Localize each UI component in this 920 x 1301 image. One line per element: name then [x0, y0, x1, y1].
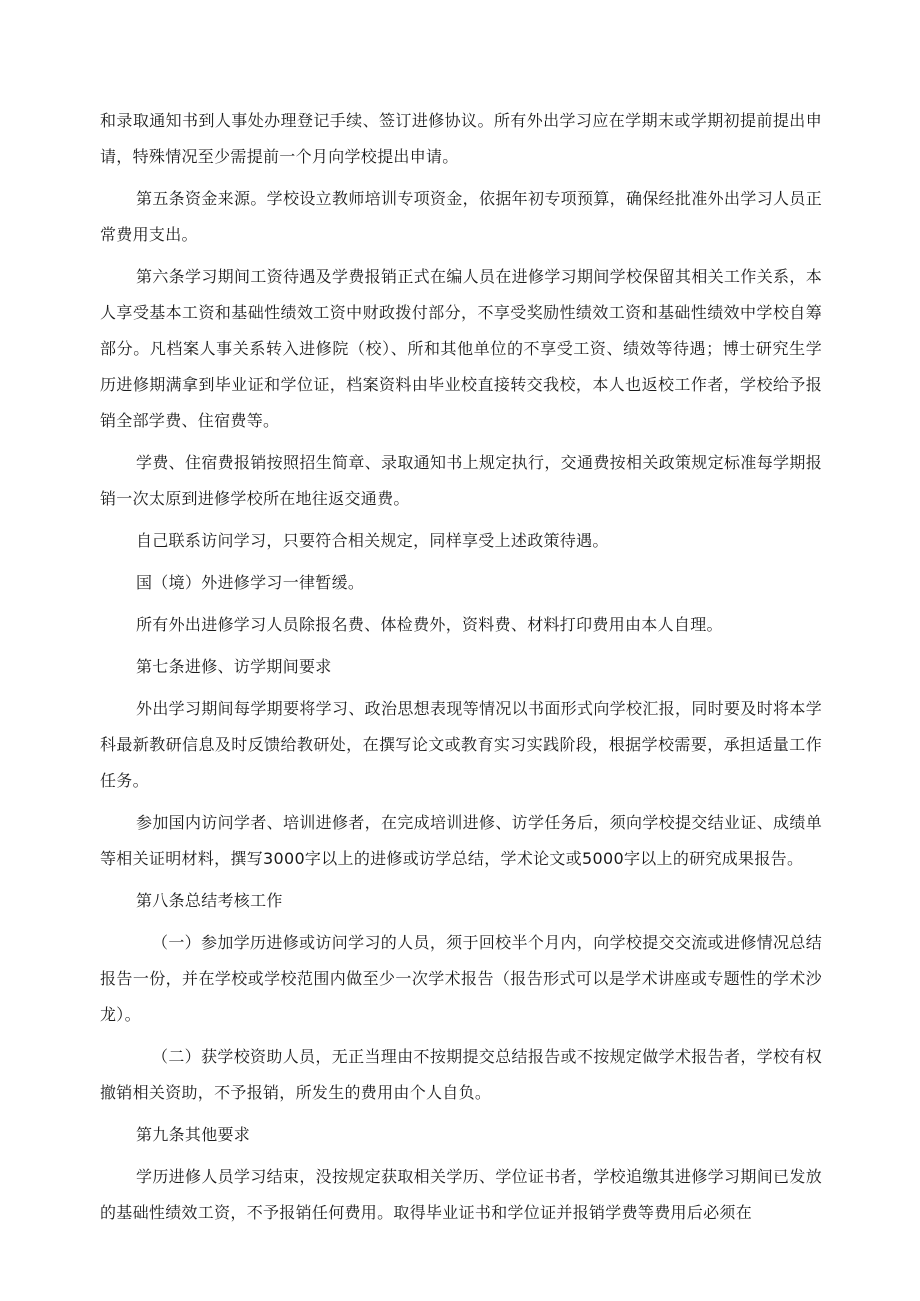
paragraph-fees-self-paid: 所有外出进修学习人员除报名费、体检费外，资料费、材料打印费用由本人自理。: [136, 615, 723, 634]
heading-article-9: 第九条其他要求: [136, 1125, 251, 1144]
paragraph-degree-failure: 学历进修人员学习结束，没按规定获取相关学历、学位证书者，学校追缴其进修学习期间已发放的基础性绩效工资，不予报销任何费用。取得毕业证书和学位证并报销学费等费用后必须在: [100, 1167, 822, 1222]
document-body: [100, 103, 822, 1237]
heading-article-7: 第七条进修、访学期间要求: [136, 657, 332, 676]
heading-article-8: 第八条总结考核工作: [136, 891, 283, 910]
paragraph-tuition-reimbursement: 学费、住宿费报销按照招生简章、录取通知书上规定执行，交通费按相关政策规定标准每学期报销一次太原到进修学校所在地往返交通费。: [100, 453, 822, 508]
paragraph-overseas-suspended: 国（境）外进修学习一律暂缓。: [136, 573, 365, 592]
paragraph-item-8-2: （二）获学校资助人员，无正当理由不按期提交总结报告或不按规定做学术报告者，学校有权撤销相关资助，不予报销，所发生的费用由个人自负。: [100, 1047, 822, 1102]
paragraph-submit-materials: 参加国内访问学者、培训进修者，在完成培训进修、访学任务后，须向学校提交结业证、成绩单等相关证明材料，撰写3000字以上的进修或访学总结，学术论文或5000字以上的研究成果报告。: [100, 813, 822, 868]
paragraph-report-each-term: 外出学习期间每学期要将学习、政治思想表现等情况以书面形式向学校汇报，同时要及时将本学科最新教研信息及时反馈给教研处，在撰写论文或教育实习实践阶段，根据学校需要，承担适量工作任务。: [100, 699, 822, 790]
paragraph-registration-continued: 和录取通知书到人事处办理登记手续、签订进修协议。所有外出学习应在学期末或学期初提前提出申请，特殊情况至少需提前一个月向学校提出申请。: [100, 111, 822, 166]
paragraph-self-contact-visit: 自己联系访问学习，只要符合相关规定，同样享受上述政策待遇。: [136, 531, 609, 550]
paragraph-item-8-1: （一）参加学历进修或访问学习的人员，须于回校半个月内，向学校提交交流或进修情况总结报告一份，并在学校或学校范围内做至少一次学术报告（报告形式可以是学术讲座或专题性的学术沙龙）。: [100, 933, 822, 1024]
paragraph-article-5-funding: 第五条资金来源。学校设立教师培训专项资金，依据年初专项预算，确保经批准外出学习人员正常费用支出。: [100, 189, 822, 244]
paragraph-article-6-salary: 第六条学习期间工资待遇及学费报销正式在编人员在进修学习期间学校保留其相关工作关系，本人享受基本工资和基础性绩效工资中财政拨付部分，不享受奖励性绩效工资和基础性绩效中学校自筹部分。凡档案人事关系转入进修院（校）、所和其他单位的不享受工资、绩效等待遇；博士研究生学历进修期满拿到毕业证和学位证，档案资料由毕业校直接转交我校，本人也返校工作者，学校给予报销全部学费、住宿费等。: [100, 267, 822, 430]
